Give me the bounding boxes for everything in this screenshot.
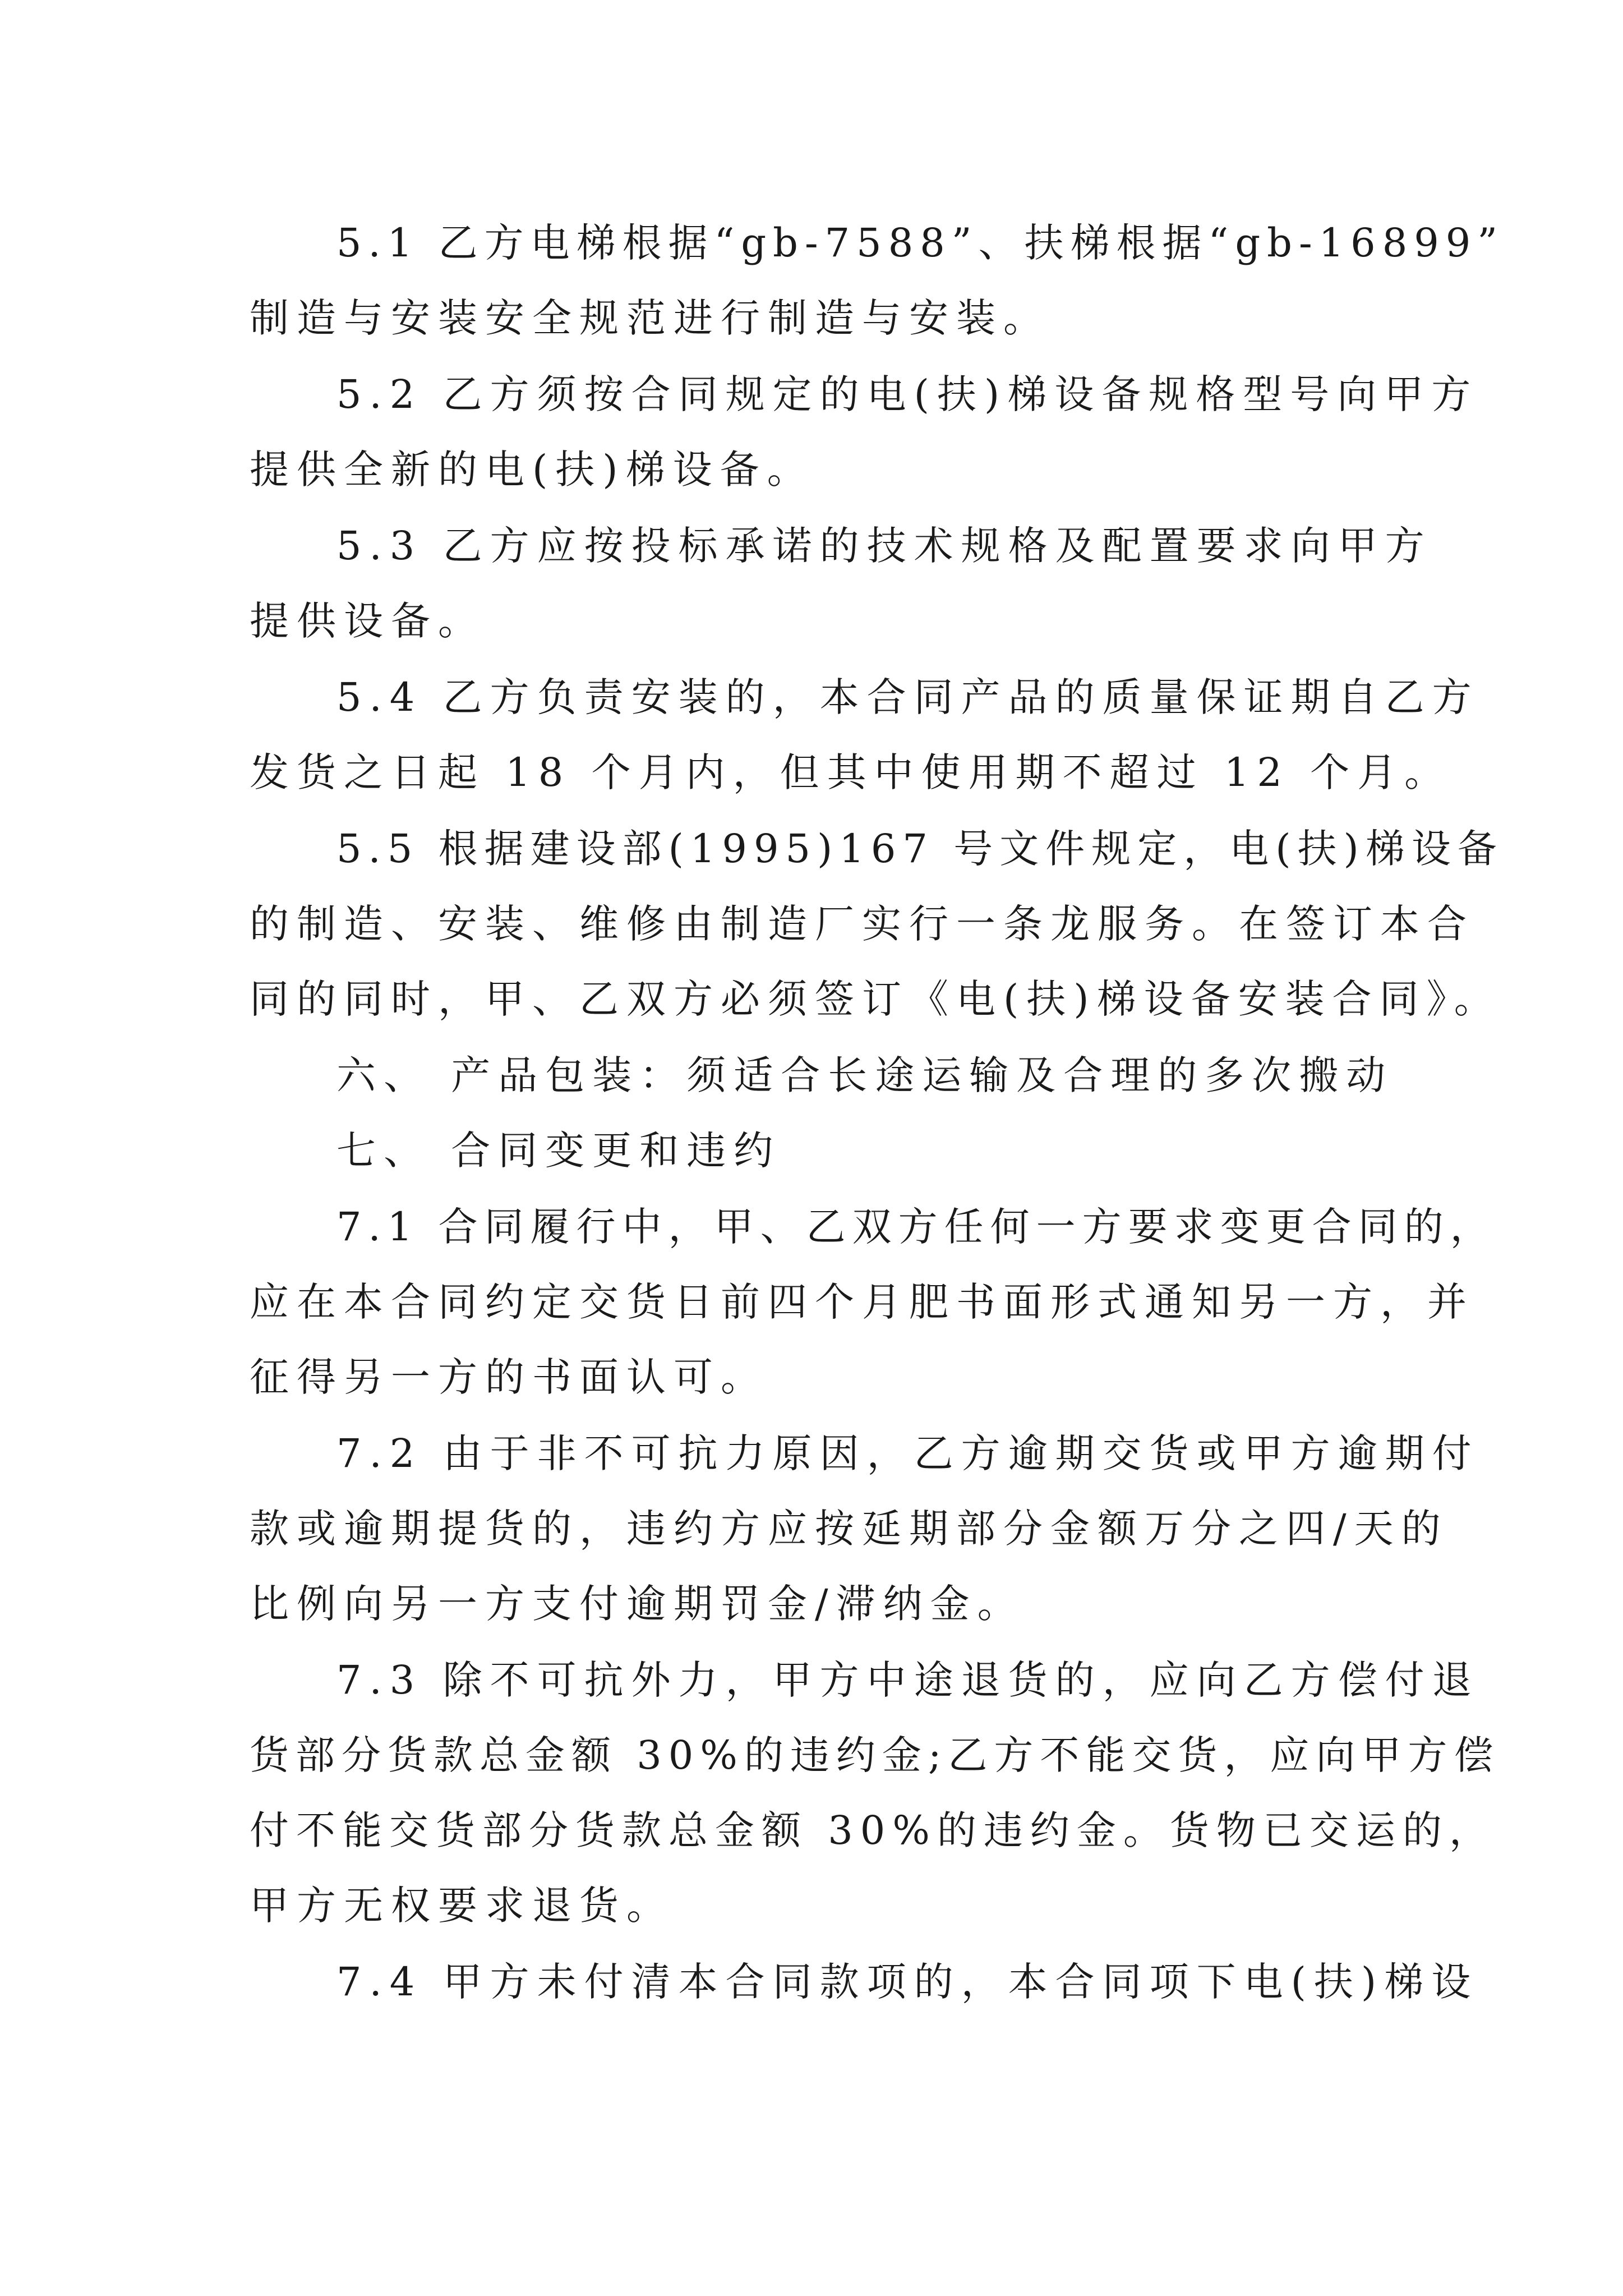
clause-5-1-line-1: 5.1 乙方电梯根据“gb-7588”、扶梯根据“gb-16899” (336, 220, 1505, 266)
clause-5-5-line-1: 5.5 根据建设部(1995)167 号文件规定，电(扶)梯设备 (336, 826, 1504, 872)
clause-7-2-line-2: 款或逾期提货的，违约方应按延期部分金额万分之四/天的 (250, 1506, 1449, 1552)
clause-5-3-line-2: 提供设备。 (250, 598, 485, 644)
clause-7-2-line-1: 7.2 由于非不可抗力原因，乙方逾期交货或甲方逾期付 (336, 1430, 1479, 1476)
clause-5-5-line-2: 的制造、安装、维修由制造厂实行一条龙服务。在签订本合 (250, 901, 1474, 947)
clause-5-4-line-1: 5.4 乙方负责安装的，本合同产品的质量保证期自乙方 (336, 674, 1479, 720)
clause-7-3-line-4: 甲方无权要求退货。 (250, 1883, 674, 1929)
clause-7-4-line-1: 7.4 甲方未付清本合同款项的，本合同项下电(扶)梯设 (336, 1959, 1479, 2005)
clause-7-1-line-2: 应在本合同约定交货日前四个月肥书面形式通知另一方，并 (250, 1279, 1474, 1325)
clause-5-1-line-2: 制造与安装安全规范进行制造与安装。 (250, 295, 1050, 341)
clause-7-3-line-1: 7.3 除不可抗外力，甲方中途退货的，应向乙方偿付退 (336, 1657, 1479, 1703)
clause-5-2-line-1: 5.2 乙方须按合同规定的电(扶)梯设备规格型号向甲方 (336, 371, 1479, 417)
clause-5-4-line-2: 发货之日起 18 个月内，但其中使用期不超过 12 个月。 (250, 749, 1452, 795)
clause-5-2-line-2: 提供全新的电(扶)梯设备。 (250, 447, 814, 493)
clause-5-3-line-1: 5.3 乙方应按投标承诺的技术规格及配置要求向甲方 (336, 523, 1432, 569)
section-7-heading: 七、 合同变更和违约 (336, 1128, 781, 1174)
clause-7-3-line-3: 付不能交货部分货款总金额 30%的违约金。货物已交运的， (250, 1807, 1496, 1853)
clause-7-1-line-1: 7.1 合同履行中，甲、乙双方任何一方要求变更合同的， (336, 1204, 1496, 1250)
clause-7-2-line-3: 比例向另一方支付逾期罚金/滞纳金。 (250, 1581, 1025, 1627)
clause-7-3-line-2: 货部分货款总金额 30%的违约金;乙方不能交货，应向甲方偿 (250, 1732, 1500, 1778)
clause-7-1-line-3: 征得另一方的书面认可。 (250, 1354, 768, 1400)
clause-5-5-line-3: 同的同时，甲、乙双方必须签订《电(扶)梯设备安装合同》。 (250, 976, 1501, 1022)
section-6-heading: 六、 产品包装：须适合长途运输及合理的多次搬动 (336, 1052, 1394, 1098)
